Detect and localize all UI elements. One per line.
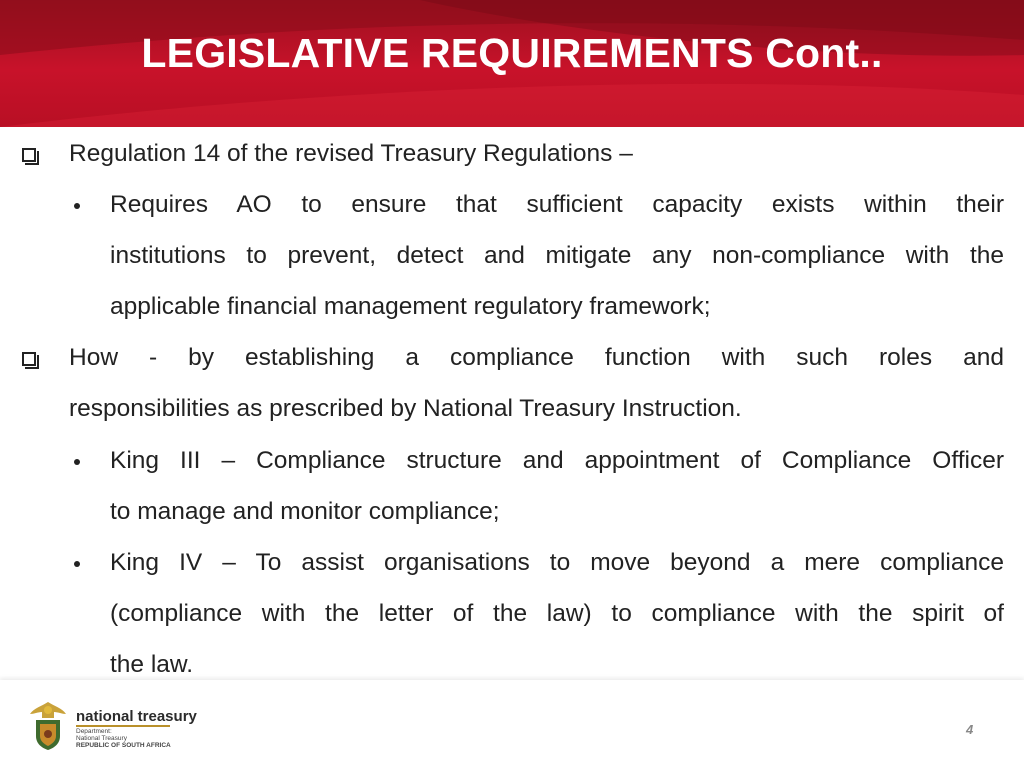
- item2-line-2: responsibilities as prescribed by National Treasury Instruction.: [69, 395, 742, 422]
- slide-body: [0, 127, 1024, 680]
- logo-department: Department:: [76, 728, 112, 735]
- item2-bullet1-line-1: King III – Compliance structure and appointment of Compliance Officer: [110, 447, 1004, 474]
- coat-of-arms-logo-icon: [28, 700, 68, 752]
- logo-divider: [76, 725, 170, 727]
- checkbox-bullet-icon: [22, 352, 36, 366]
- item2-bullet2-line-1: King IV – To assist organisations to move beyond a mere compliance: [110, 549, 1004, 576]
- bullet-dot-icon: [74, 459, 80, 465]
- slide-footer: [0, 680, 1024, 768]
- item1-heading: Regulation 14 of the revised Treasury Regulations –: [69, 140, 633, 167]
- item2-line-1: How - by establishing a compliance function with such roles and: [69, 344, 1004, 371]
- logo-country: REPUBLIC OF SOUTH AFRICA: [76, 742, 171, 749]
- item1-bullet-line-2: institutions to prevent, detect and mitigate any non-compliance with the: [110, 242, 1004, 269]
- logo-name: national treasury: [76, 708, 197, 725]
- bullet-dot-icon: [74, 561, 80, 567]
- item2-bullet1-line-2: to manage and monitor compliance;: [110, 498, 500, 525]
- slide-title: LEGISLATIVE REQUIREMENTS Cont..: [141, 30, 883, 76]
- slide-header: [0, 0, 1024, 127]
- item2-bullet2-line-2: (compliance with the letter of the law) to compliance with the spirit of: [110, 600, 1004, 627]
- item1-bullet-line-1: Requires AO to ensure that sufficient capacity exists within their: [110, 191, 1004, 218]
- bullet-dot-icon: [74, 203, 80, 209]
- logo-department-name: National Treasury: [76, 735, 127, 742]
- checkbox-bullet-icon: [22, 148, 36, 162]
- page-number: 4: [966, 722, 974, 737]
- item1-bullet-line-3: applicable financial management regulatory framework;: [110, 293, 711, 320]
- item2-bullet2-line-3: the law.: [110, 651, 194, 678]
